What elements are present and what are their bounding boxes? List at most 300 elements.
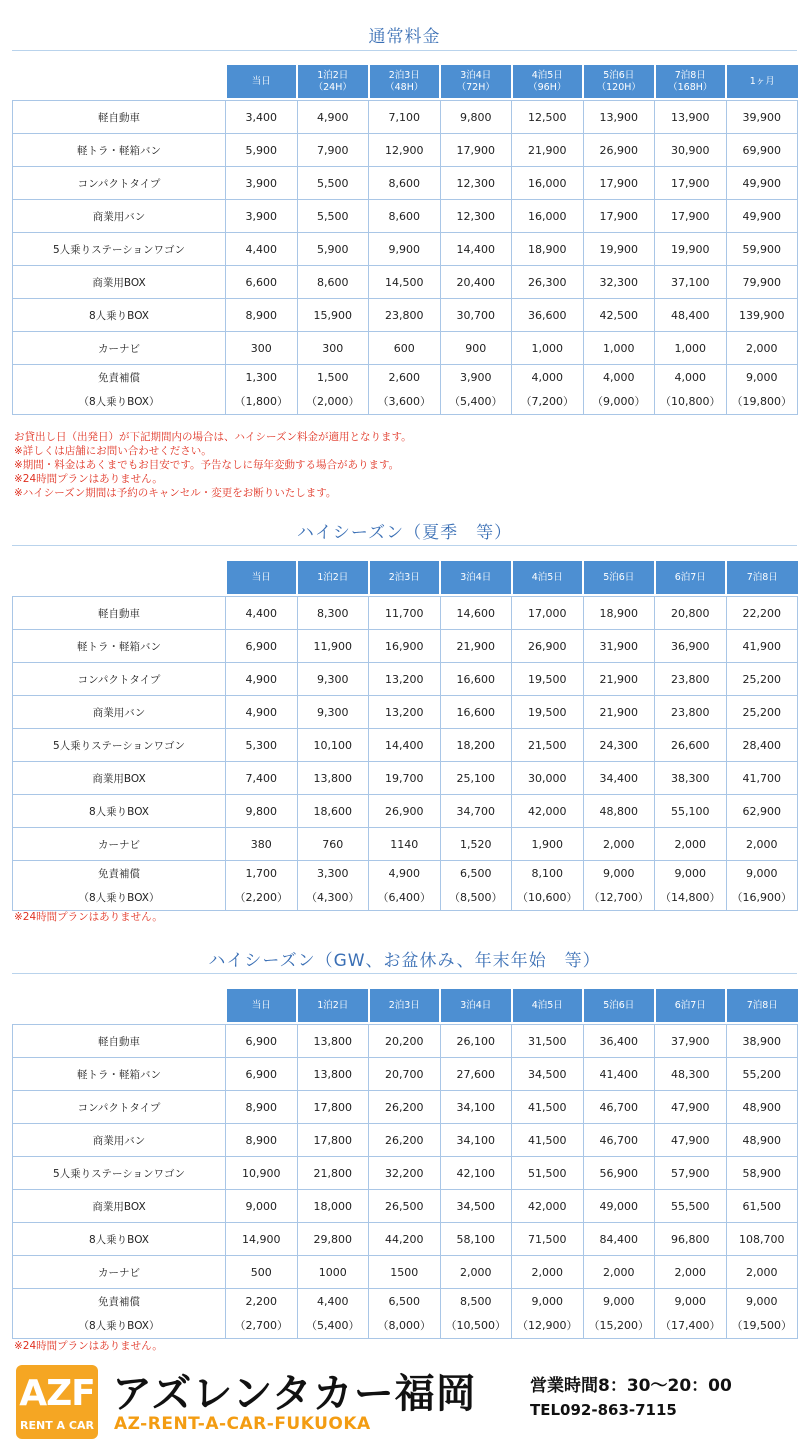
price-cell: 29,800 [297,1223,369,1256]
price-cell: 51,500 [512,1157,584,1190]
price-cell: 26,600 [655,729,727,762]
insurance-box-price: （4,300） [306,890,360,904]
column-header [297,561,369,594]
price-cell: 37,100 [655,266,727,299]
price-cell: 2,000 [726,332,798,365]
price-cell: 23,800 [369,299,441,332]
insurance-box-price: （6,400） [377,890,431,904]
price-cell: 21,900 [440,630,512,663]
brand-romaji: AZ-RENT-A-CAR-FUKUOKA [114,1414,371,1434]
price-cell: 3,900 [226,200,298,233]
insurance-cell [655,861,727,911]
column-header-label: 2泊3日 [388,69,420,81]
column-header-hours: （96H） [528,81,567,93]
price-cell: 3,900 [226,167,298,200]
column-header [226,561,298,594]
table-row [13,167,798,200]
price-cell: 18,600 [297,795,369,828]
vehicle-type: 商業用BOX [13,762,226,795]
column-header-label: 2泊3日 [388,571,420,583]
price-cell: 6,900 [226,1058,298,1091]
table-row [13,299,798,332]
column-header [369,989,441,1022]
column-header-label: 5泊6日 [603,69,635,81]
price-cell: 4,900 [226,696,298,729]
price-cell: 26,300 [512,266,584,299]
price-cell: 8,900 [226,299,298,332]
price-cell: 17,900 [655,200,727,233]
title-regular-rates: 通常料金 [368,27,441,47]
insurance-cell [512,1289,584,1339]
price-cell: 71,500 [512,1223,584,1256]
insurance-label [13,365,226,415]
price-cell: 16,600 [440,696,512,729]
price-cell: 1,000 [512,332,584,365]
vehicle-type: 軽自動車 [13,101,226,134]
vehicle-type: コンパクトタイプ [13,167,226,200]
table-row [13,1091,798,1124]
note-line: ※ハイシーズン期間は予約のキャンセル・変更をお断りいたします。 [14,487,337,499]
column-header-hours: （120H） [596,81,641,93]
price-cell: 17,000 [512,597,584,630]
price-cell: 9,300 [297,696,369,729]
price-cell: 15,900 [297,299,369,332]
table-row [13,101,798,134]
note-line: ※詳しくは店舗にお問い合わせください。 [14,445,212,457]
insurance-box-price: （8,500） [449,890,503,904]
price-cell: 22,200 [726,597,798,630]
price-cell: 34,500 [440,1190,512,1223]
price-cell: 38,300 [655,762,727,795]
vehicle-type: 商業用バン [13,200,226,233]
price-cell: 34,400 [583,762,655,795]
price-cell: 69,900 [726,134,798,167]
insurance-cell [726,365,798,415]
table-row [13,200,798,233]
price-cell: 55,500 [655,1190,727,1223]
column-header [726,989,798,1022]
price-cell: 20,800 [655,597,727,630]
price-cell: 39,900 [726,101,798,134]
title-divider [12,50,797,51]
price-cell: 25,200 [726,663,798,696]
price-cell: 26,500 [369,1190,441,1223]
vehicle-type: 5人乗りステーションワゴン [13,1157,226,1190]
insurance-price: 9,000 [603,866,635,880]
insurance-box-price: （10,800） [660,394,721,408]
price-cell: 16,600 [440,663,512,696]
vehicle-type: 商業用BOX [13,266,226,299]
price-cell: 48,300 [655,1058,727,1091]
header-blank [13,561,226,594]
column-header-label: 4泊5日 [531,571,563,583]
price-cell: 139,900 [726,299,798,332]
insurance-box-price: （1,800） [234,394,288,408]
price-cell: 16,000 [512,200,584,233]
column-header-label: 当日 [251,571,271,583]
price-cell: 10,100 [297,729,369,762]
price-cell: 19,500 [512,663,584,696]
price-cell: 12,900 [369,134,441,167]
table-row [13,828,798,861]
vehicle-type: 商業用バン [13,1124,226,1157]
insurance-label [13,1289,226,1339]
price-cell: 26,100 [440,1025,512,1058]
insurance-cell [512,861,584,911]
price-cell: 55,100 [655,795,727,828]
price-cell: 49,000 [583,1190,655,1223]
column-header [512,989,584,1022]
insurance-price: 9,000 [674,866,706,880]
price-cell: 96,800 [655,1223,727,1256]
price-cell: 18,000 [297,1190,369,1223]
price-cell: 1,000 [655,332,727,365]
price-cell: 12,300 [440,200,512,233]
insurance-cell [297,861,369,911]
column-header [726,561,798,594]
column-header [440,65,512,98]
column-header [369,65,441,98]
insurance-box-price: （19,500） [731,1318,792,1332]
insurance-cell [369,1289,441,1339]
brand-name: アズレンタカー福岡 [112,1371,477,1417]
price-cell: 5,300 [226,729,298,762]
price-cell: 34,700 [440,795,512,828]
column-header-label: 6泊7日 [674,571,706,583]
insurance-price: 4,400 [317,1294,349,1308]
price-cell: 19,700 [369,762,441,795]
price-cell: 47,900 [655,1091,727,1124]
price-cell: 58,100 [440,1223,512,1256]
column-header-label: 7泊8日 [746,999,778,1011]
price-cell: 12,300 [440,167,512,200]
price-cell: 1,000 [583,332,655,365]
insurance-price: 8,100 [531,866,563,880]
price-cell: 500 [226,1256,298,1289]
insurance-price: 3,300 [317,866,349,880]
insurance-cell [297,1289,369,1339]
column-header [369,561,441,594]
insurance-price: 9,000 [746,370,778,384]
price-cell: 41,400 [583,1058,655,1091]
table-row [13,1025,798,1058]
insurance-cell [440,861,512,911]
price-cell: 30,900 [655,134,727,167]
vehicle-type: 軽自動車 [13,597,226,630]
price-cell: 108,700 [726,1223,798,1256]
price-cell: 26,900 [369,795,441,828]
price-cell: 19,900 [655,233,727,266]
insurance-price: 2,200 [245,1294,277,1308]
price-cell: 20,400 [440,266,512,299]
title-summer-rates: ハイシーズン（夏季 等） [296,523,513,543]
price-cell: 4,400 [226,233,298,266]
insurance-price: 6,500 [388,1294,420,1308]
column-header [226,989,298,1022]
price-cell: 8,900 [226,1124,298,1157]
price-cell: 42,000 [512,795,584,828]
insurance-sublabel: （8人乗りBOX） [78,891,160,904]
price-cell: 56,900 [583,1157,655,1190]
price-cell: 48,400 [655,299,727,332]
column-header [583,989,655,1022]
price-cell: 14,500 [369,266,441,299]
column-header-label: 2泊3日 [388,999,420,1011]
column-header [512,65,584,98]
price-cell: 900 [440,332,512,365]
price-cell: 61,500 [726,1190,798,1223]
insurance-price: 6,500 [460,866,492,880]
insurance-price: 2,600 [388,370,420,384]
insurance-box-price: （10,500） [445,1318,506,1332]
price-cell: 2,000 [440,1256,512,1289]
insurance-label [13,861,226,911]
note-line: ※24時間プランはありません。 [14,1340,163,1352]
summer-rates-table [12,561,798,911]
price-cell: 8,600 [297,266,369,299]
table-row [13,233,798,266]
insurance-box-price: （2,200） [234,890,288,904]
insurance-cell [726,861,798,911]
price-cell: 16,000 [512,167,584,200]
price-cell: 1500 [369,1256,441,1289]
price-cell: 10,900 [226,1157,298,1190]
insurance-box-price: （15,200） [588,1318,649,1332]
vehicle-type: 軽自動車 [13,1025,226,1058]
insurance-cell [226,1289,298,1339]
column-header-label: 3泊4日 [460,69,492,81]
insurance-price: 9,000 [746,866,778,880]
price-cell: 5,900 [297,233,369,266]
insurance-price: 4,000 [603,370,635,384]
price-cell: 6,900 [226,630,298,663]
insurance-price: 3,900 [460,370,492,384]
vehicle-type: カーナビ [13,332,226,365]
insurance-cell [297,365,369,415]
note-line: ※期間・料金はあくまでもお目安です。予告なしに毎年変動する場合があります。 [14,459,400,471]
price-cell: 31,900 [583,630,655,663]
price-cell: 1000 [297,1256,369,1289]
column-header-label: 7泊8日 [746,571,778,583]
header-row [13,65,798,98]
price-cell: 41,900 [726,630,798,663]
title-divider [12,545,797,546]
phone-number: TEL092-863-7115 [530,1401,677,1419]
table-row [13,1223,798,1256]
price-cell: 5,500 [297,167,369,200]
price-cell: 34,100 [440,1124,512,1157]
price-cell: 58,900 [726,1157,798,1190]
column-header-label: 4泊5日 [531,999,563,1011]
column-header [726,65,798,98]
insurance-price: 4,000 [531,370,563,384]
insurance-price: 1,500 [317,370,349,384]
table-row [13,266,798,299]
price-cell: 25,200 [726,696,798,729]
price-cell: 3,400 [226,101,298,134]
logo-text: AZF [19,1373,95,1414]
price-cell: 13,900 [583,101,655,134]
column-header-label: 1泊2日 [317,571,349,583]
column-header-hours: （72H） [456,81,495,93]
vehicle-type: コンパクトタイプ [13,663,226,696]
holiday-rates-table [12,989,798,1339]
price-cell: 9,800 [226,795,298,828]
price-cell: 41,500 [512,1091,584,1124]
price-cell: 12,500 [512,101,584,134]
price-cell: 79,900 [726,266,798,299]
price-cell: 9,800 [440,101,512,134]
price-cell: 9,000 [226,1190,298,1223]
price-cell: 8,300 [297,597,369,630]
price-cell: 18,200 [440,729,512,762]
price-cell: 32,300 [583,266,655,299]
table-row [13,134,798,167]
insurance-box-price: （2,700） [234,1318,288,1332]
column-header [440,561,512,594]
insurance-box-price: （9,000） [592,394,646,408]
price-cell: 6,600 [226,266,298,299]
column-header [583,65,655,98]
insurance-cell [440,365,512,415]
insurance-row [13,365,798,415]
price-cell: 1140 [369,828,441,861]
price-cell: 49,900 [726,200,798,233]
price-cell: 48,900 [726,1124,798,1157]
price-cell: 13,900 [655,101,727,134]
insurance-price: 4,900 [388,866,420,880]
column-header-label: 当日 [251,75,271,87]
logo-subtext: RENT A CAR [20,1419,94,1432]
insurance-price: 1,300 [245,370,277,384]
price-cell: 14,400 [440,233,512,266]
price-cell: 17,900 [583,200,655,233]
insurance-price: 1,700 [245,866,277,880]
insurance-box-price: （17,400） [660,1318,721,1332]
table-row [13,663,798,696]
price-cell: 42,000 [512,1190,584,1223]
table-row [13,729,798,762]
header-row [13,561,798,594]
column-header-label: 5泊6日 [603,999,635,1011]
price-cell: 2,000 [655,828,727,861]
table-row [13,1124,798,1157]
column-header [655,989,727,1022]
price-cell: 23,800 [655,663,727,696]
insurance-price: 9,000 [531,1294,563,1308]
table-row [13,1157,798,1190]
note-line: ※24時間プランはありません。 [14,911,163,923]
price-cell: 27,600 [440,1058,512,1091]
vehicle-type: 軽トラ・軽箱バン [13,630,226,663]
insurance-cell [583,861,655,911]
price-cell: 5,900 [226,134,298,167]
table-row [13,1058,798,1091]
azf-logo [16,1365,98,1439]
column-header-label: 5泊6日 [603,571,635,583]
column-header [583,561,655,594]
insurance-box-price: （12,900） [517,1318,578,1332]
price-cell: 7,100 [369,101,441,134]
vehicle-type: 商業用バン [13,696,226,729]
price-cell: 34,100 [440,1091,512,1124]
price-cell: 23,800 [655,696,727,729]
table-row [13,630,798,663]
header-blank [13,989,226,1022]
price-cell: 600 [369,332,441,365]
insurance-box-price: （12,700） [588,890,649,904]
price-cell: 1,520 [440,828,512,861]
price-cell: 36,600 [512,299,584,332]
insurance-cell [583,365,655,415]
column-header-label: 4泊5日 [531,69,563,81]
price-cell: 36,400 [583,1025,655,1058]
vehicle-type: 8人乗りBOX [13,1223,226,1256]
price-cell: 11,700 [369,597,441,630]
price-cell: 44,200 [369,1223,441,1256]
column-header-label: 当日 [251,999,271,1011]
price-cell: 14,900 [226,1223,298,1256]
price-cell: 46,700 [583,1091,655,1124]
insurance-price: 9,000 [603,1294,635,1308]
price-cell: 18,900 [583,597,655,630]
price-cell: 30,000 [512,762,584,795]
insurance-title: 免責補償 [98,867,140,880]
column-header-hours: （168H） [668,81,713,93]
price-cell: 41,500 [512,1124,584,1157]
insurance-box-price: （5,400） [449,394,503,408]
price-cell: 21,900 [512,134,584,167]
price-cell: 13,800 [297,762,369,795]
insurance-cell [512,365,584,415]
table-row [13,795,798,828]
column-header-hours: （24H） [313,81,352,93]
price-cell: 14,600 [440,597,512,630]
insurance-box-price: （19,800） [731,394,792,408]
column-header [297,989,369,1022]
insurance-price: 8,500 [460,1294,492,1308]
vehicle-type: 軽トラ・軽箱バン [13,134,226,167]
price-cell: 26,200 [369,1091,441,1124]
vehicle-type: 8人乗りBOX [13,299,226,332]
price-cell: 57,900 [655,1157,727,1190]
price-cell: 21,900 [583,663,655,696]
column-header [297,65,369,98]
price-cell: 20,700 [369,1058,441,1091]
price-cell: 26,900 [512,630,584,663]
insurance-price: 9,000 [746,1294,778,1308]
insurance-title: 免責補償 [98,371,140,384]
title-holiday-rates: ハイシーズン（GW、お盆休み、年末年始 等） [208,951,601,971]
price-cell: 16,900 [369,630,441,663]
price-cell: 48,900 [726,1091,798,1124]
price-cell: 2,000 [655,1256,727,1289]
price-cell: 32,200 [369,1157,441,1190]
column-header-label: 3泊4日 [460,999,492,1011]
column-header [655,65,727,98]
price-cell: 2,000 [726,1256,798,1289]
price-cell: 49,900 [726,167,798,200]
price-cell: 300 [226,332,298,365]
note-line: お貸出し日（出発日）が下記期間内の場合は、ハイシーズン料金が適用となります。 [14,431,412,443]
price-cell: 17,900 [583,167,655,200]
price-cell: 34,500 [512,1058,584,1091]
price-cell: 13,200 [369,663,441,696]
insurance-cell [226,365,298,415]
insurance-box-price: （10,600） [517,890,578,904]
insurance-row [13,1289,798,1339]
insurance-cell [583,1289,655,1339]
